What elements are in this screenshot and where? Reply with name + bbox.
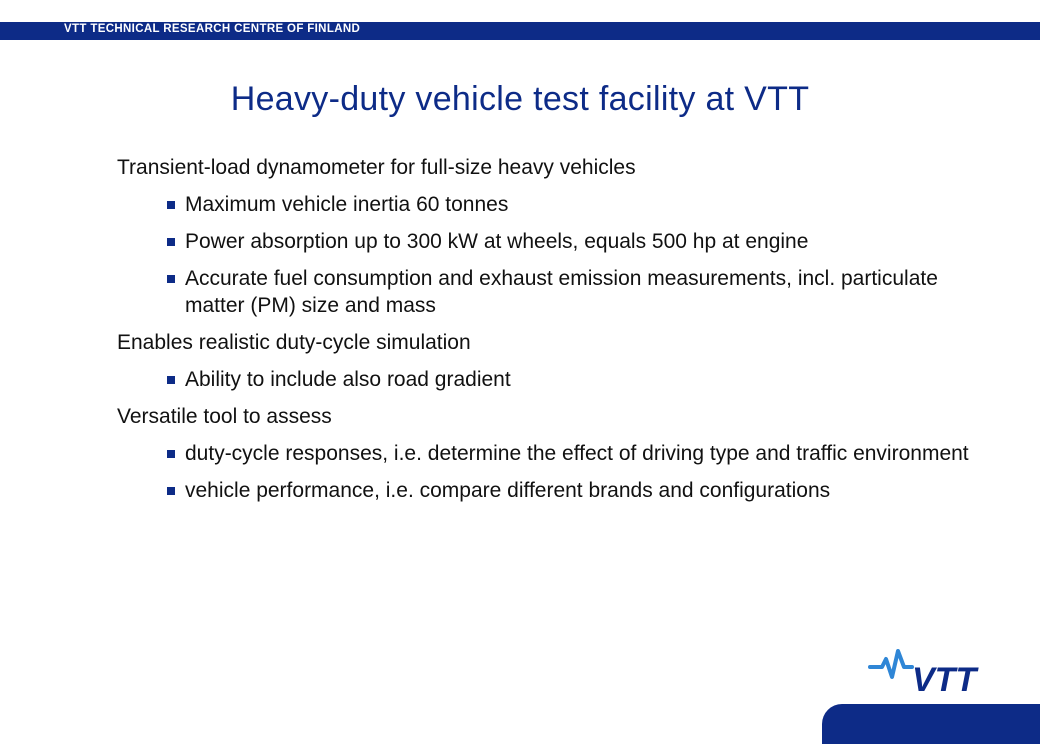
square-bullet-icon (167, 376, 175, 384)
bullet-item (117, 366, 997, 393)
bullet-text: vehicle performance, i.e. compare different brands and configurations (185, 479, 831, 502)
section-dynamometer (117, 154, 997, 319)
square-bullet-icon (167, 275, 175, 283)
corner-decoration (822, 704, 1040, 744)
bullet-item (117, 191, 997, 218)
bullet-item (117, 477, 997, 504)
square-bullet-icon (167, 450, 175, 458)
square-bullet-icon (167, 201, 175, 209)
vtt-logo-icon (868, 647, 998, 693)
slide-title: Heavy-duty vehicle test facility at VTT (230, 80, 810, 118)
bullet-text: Accurate fuel consumption and exhaust emission measurements, incl. particulate matter (PM) size and mass (185, 267, 938, 317)
slide-content (117, 154, 997, 514)
bullet-item (117, 228, 997, 255)
square-bullet-icon (167, 238, 175, 246)
logo-text: VTT (912, 661, 977, 693)
bullet-item (117, 440, 997, 467)
organization-name: VTT TECHNICAL RESEARCH CENTRE OF FINLAND (64, 23, 361, 35)
bullet-text: Ability to include also road gradient (185, 368, 511, 391)
section-heading: Transient-load dynamometer for full-size heavy vehicles (117, 156, 636, 179)
header-bar (0, 22, 1040, 40)
bullet-text: Power absorption up to 300 kW at wheels, equals 500 hp at engine (185, 230, 809, 253)
square-bullet-icon (167, 487, 175, 495)
section-heading: Enables realistic duty-cycle simulation (117, 331, 471, 354)
section-versatile-tool (117, 403, 997, 504)
bullet-text: Maximum vehicle inertia 60 tonnes (185, 193, 509, 216)
section-duty-cycle (117, 329, 997, 393)
bullet-text: duty-cycle responses, i.e. determine the effect of driving type and traffic environment (185, 442, 969, 465)
section-heading: Versatile tool to assess (117, 405, 332, 428)
bullet-item (117, 265, 997, 319)
